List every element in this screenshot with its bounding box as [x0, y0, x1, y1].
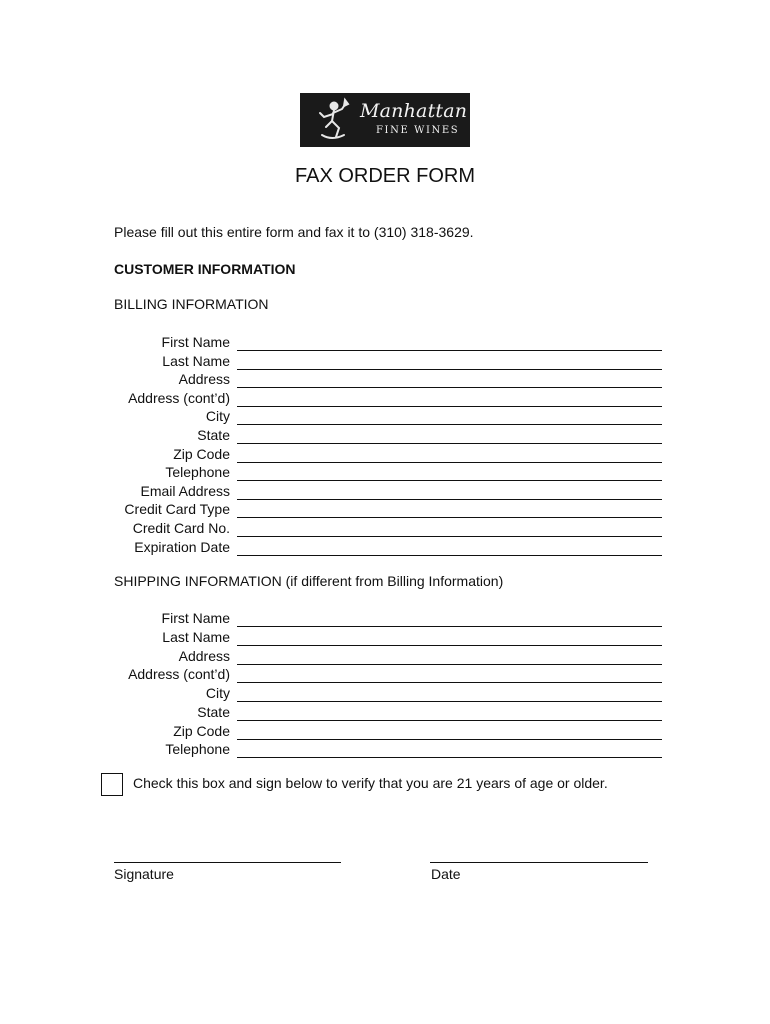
- field-label: Credit Card No.: [132, 520, 230, 536]
- logo-subtitle: FINE WINES: [376, 125, 460, 136]
- billing-field-row: [100, 519, 662, 537]
- billing-field-row: [100, 352, 662, 370]
- billing-field-row: [100, 370, 662, 388]
- signature-line[interactable]: [114, 862, 341, 863]
- field-label: State: [197, 427, 230, 443]
- shipping-information-heading: SHIPPING INFORMATION (if different from Billing Information): [114, 573, 504, 589]
- date-label: Date: [431, 866, 461, 882]
- field-label: Credit Card Type: [124, 501, 230, 518]
- field-label: City: [205, 408, 230, 425]
- brand-logo: [300, 93, 470, 147]
- intro-text: Please fill out this entire form and fax it to (310) 318-3629.: [114, 224, 474, 240]
- billing-field-row: [100, 482, 662, 500]
- age-verification-checkbox[interactable]: [101, 773, 123, 796]
- customer-information-heading: CUSTOMER INFORMATION: [114, 261, 296, 277]
- field-label: Zip Code: [173, 722, 230, 739]
- field-label: First Name: [161, 610, 230, 626]
- billing-field-row: [100, 463, 662, 481]
- field-label: Address: [178, 647, 230, 664]
- field-label: City: [205, 685, 230, 701]
- field-label: Last Name: [162, 352, 230, 369]
- field-label: Last Name: [162, 628, 230, 645]
- field-label: State: [197, 703, 230, 720]
- field-label: Address: [178, 371, 230, 388]
- billing-field-row: [100, 333, 662, 351]
- billing-field-row: [100, 389, 662, 407]
- logo-wordmark: Manhattan: [360, 100, 468, 122]
- date-line[interactable]: [430, 862, 648, 863]
- billing-field-row: [100, 445, 662, 463]
- field-label: Telephone: [165, 464, 230, 481]
- age-verification-label: Check this box and sign below to verify that you are 21 years of age or older.: [133, 775, 608, 791]
- shipping-field-row: [100, 665, 662, 683]
- page-title: FAX ORDER FORM: [294, 165, 475, 187]
- field-label: Zip Code: [173, 445, 230, 462]
- field-label: Email Address: [140, 482, 230, 499]
- billing-information-heading: BILLING INFORMATION: [114, 296, 269, 312]
- billing-field-row: [100, 538, 662, 556]
- shipping-field-row: [100, 628, 662, 646]
- field-label: First Name: [161, 334, 230, 350]
- field-label: Address (cont’d): [128, 666, 230, 683]
- billing-field-row: [100, 426, 662, 444]
- field-input-line[interactable]: [237, 757, 662, 758]
- billing-field-row: [100, 500, 662, 518]
- wine-figure-icon: [312, 97, 356, 143]
- field-label: Address (cont’d): [128, 389, 230, 406]
- shipping-field-row: [100, 684, 662, 702]
- shipping-field-row: [100, 703, 662, 721]
- field-label: Telephone: [165, 741, 230, 758]
- shipping-field-row: [100, 609, 662, 627]
- field-input-line[interactable]: [237, 555, 662, 556]
- shipping-field-row: [100, 740, 662, 758]
- shipping-field-row: [100, 722, 662, 740]
- shipping-field-row: [100, 647, 662, 665]
- field-label: Expiration Date: [134, 538, 230, 555]
- signature-label: Signature: [114, 866, 174, 882]
- billing-field-row: [100, 407, 662, 425]
